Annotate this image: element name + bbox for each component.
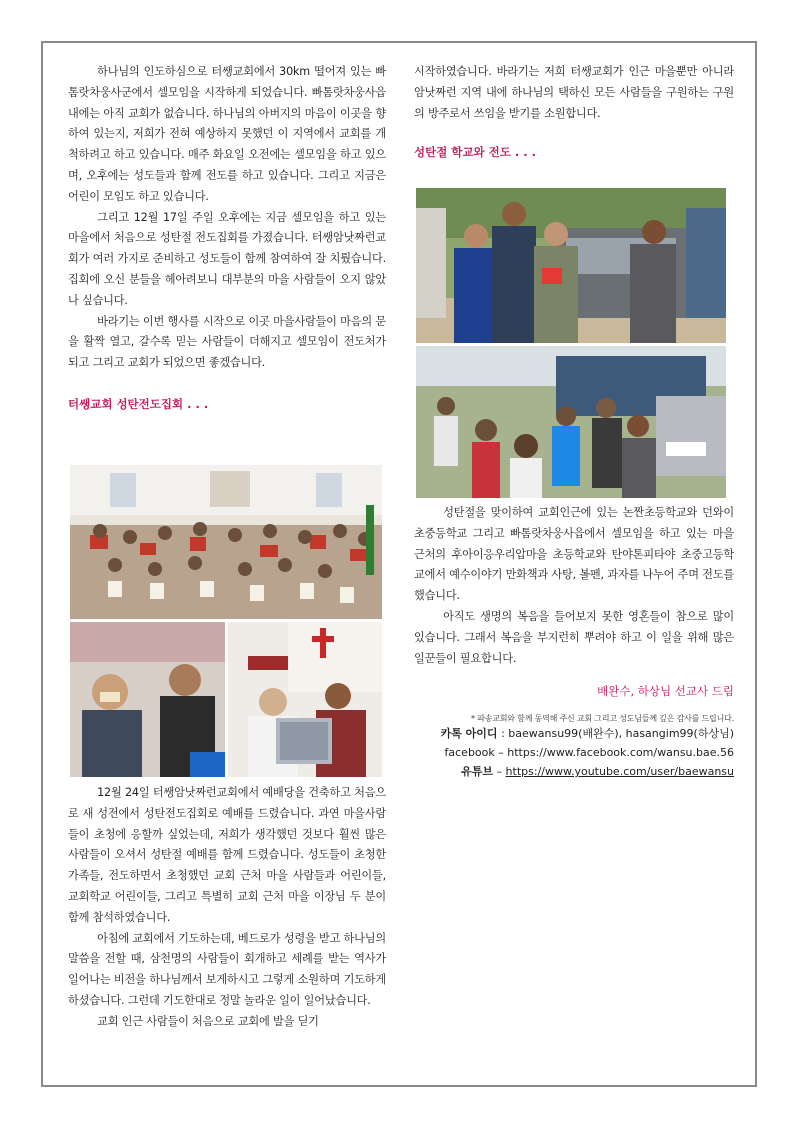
facebook-value[interactable]: – https://www.facebook.com/wansu.bae.56	[498, 746, 734, 760]
youtube-label: 유튜브	[461, 765, 494, 779]
thanks-note: * 파송교회와 함께 동역해 주신 교회 그리고 성도님들께 깊은 감사를 드립니다.	[471, 714, 734, 724]
photo-missionaries-truck	[416, 188, 726, 343]
contact-youtube	[414, 762, 734, 781]
youtube-link[interactable]: https://www.youtube.com/user/baewansu	[505, 765, 734, 779]
contact-facebook	[414, 743, 734, 762]
photo-gift	[228, 622, 382, 777]
photo-congregation	[70, 465, 382, 619]
signature: 배완수, 하상님 선교사 드림	[597, 684, 734, 699]
school-evangelism-paragraph: 성탄절을 맞이하여 교회인근에 있는 논짠초등학교와 던와이 초중등학교 그리고 빠톰랏차웅사읍에서 셀모임을 하고 있는 마을 근처의 후아이응우리압마을 초등학교와 탄야톤피타야 초중고등학교에서 예수이야기 만화책과 사탕, 볼펜, 과자를 나누어 주며 전도를 했습니다.	[414, 506, 734, 603]
photo-school-children	[416, 346, 726, 498]
section-heading-school-evangelism: 성탄절 학교와 전도 . . .	[414, 145, 536, 160]
prayer-paragraph: 아침에 교회에서 기도하는데, 베드로가 성령을 받고 하나님의 말씀을 전할 때, 삼천명의 사람들이 회개하고 세례를 받는 역사가 일어나는 비전을 하나님께서 보게하시고 그렇게 소원하며 기도하게 하셨습니다. 그런데 기도한대로 정말 놀라운 일이 일어났습니다.	[68, 931, 386, 1007]
workers-needed-paragraph: 아직도 생명의 복음을 들어보지 못한 영혼들이 참으로 많이 있습니다. 그래서 복음을 부지런히 뿌려야 하고 이 일을 위해 많은 일꾼들이 필요합니다.	[414, 609, 734, 665]
right-column-bottom	[414, 503, 734, 781]
section-heading-church-event: 터쌩교회 성탄전도집회 . . .	[68, 396, 209, 411]
right-column	[414, 62, 734, 174]
continued-paragraph: 시작하였습니다. 바라기는 저희 터쌩교회가 인근 마을뿐만 아니라 암낫짜런 지역 내에 하나님의 택하신 모든 사람들을 구원하는 구원의 방주로서 쓰임을 받기를 소원합니다.	[414, 65, 734, 120]
neighbors-paragraph: 교회 인근 사람들이 처음으로 교회에 발을 딛기	[97, 1014, 319, 1028]
new-sanctuary-paragraph: 12월 24일 터쌩암낫짜런교회에서 예배당을 건축하고 처음으로 새 성전에서 성탄전도집회로 예배를 드렸습니다. 과연 마을사람들이 초청에 응할까 싶었는데, 저희가 생각했던 것보다 훨씬 많은 사람들이 오셔서 성탄절 예배를 함께 드렸습니다. 성도들이 초청한 가족들, 전도하면서 초청했던 교회 근처 마을 사람들과 어린이들, 교회학교 어린이들, 그리고 특별히 교회 근처 마을 이장님 두 분이 함께 참석하였습니다.	[68, 786, 386, 924]
contact-kakao	[414, 724, 734, 743]
christmas-event-paragraph: 그리고 12월 17일 주일 오후에는 지금 셀모임을 하고 있는 마을에서 처음으로 성탄절 전도집회를 가졌습니다. 터쌩암낫짜런교회가 여러 가지로 준비하고 성도들이 함께 참여하여 잘 치뤘습니다. 집회에 오신 분들을 헤아려보니 대부분의 마을 사람들이 오지 않았나 싶습니다.	[68, 210, 386, 307]
left-column	[68, 62, 386, 426]
photo-elders	[70, 622, 225, 777]
kakao-label: 카톡 아이디	[440, 727, 498, 741]
kakao-value: : baewansu99(배완수), hasangim99(하상님)	[501, 727, 734, 741]
facebook-label: facebook	[444, 746, 495, 760]
left-column-bottom	[68, 783, 386, 1033]
hope-paragraph: 바라기는 이번 행사를 시작으로 이곳 마을사람들이 마음의 문을 활짝 열고, 갈수록 믿는 사람들이 더해지고 셀모임이 전도처가 되고 그리고 교회가 되었으면 좋겠습니다.	[68, 314, 386, 370]
youtube-dash: –	[496, 765, 503, 779]
intro-paragraph: 하나님의 인도하심으로 터쌩교회에서 30km 떨어져 있는 빠톰랏차웅사군에서 셀모임을 시작하게 되었습니다. 빠톰랏차웅사읍내에는 아직 교회가 없습니다. 하나님의 아버지의 마음이 이곳을 향하여 있는지, 저희가 전혀 예상하지 못했던 이 지역에서 교회를 개척하려고 하고 있습니다. 매주 화요일 오전에는 셀모임을 하고 있으며, 오후에는 성도들과 함께 전도를 하고 있습니다. 그리고 지금은 어린이 모임도 하고 있습니다.	[68, 65, 386, 203]
